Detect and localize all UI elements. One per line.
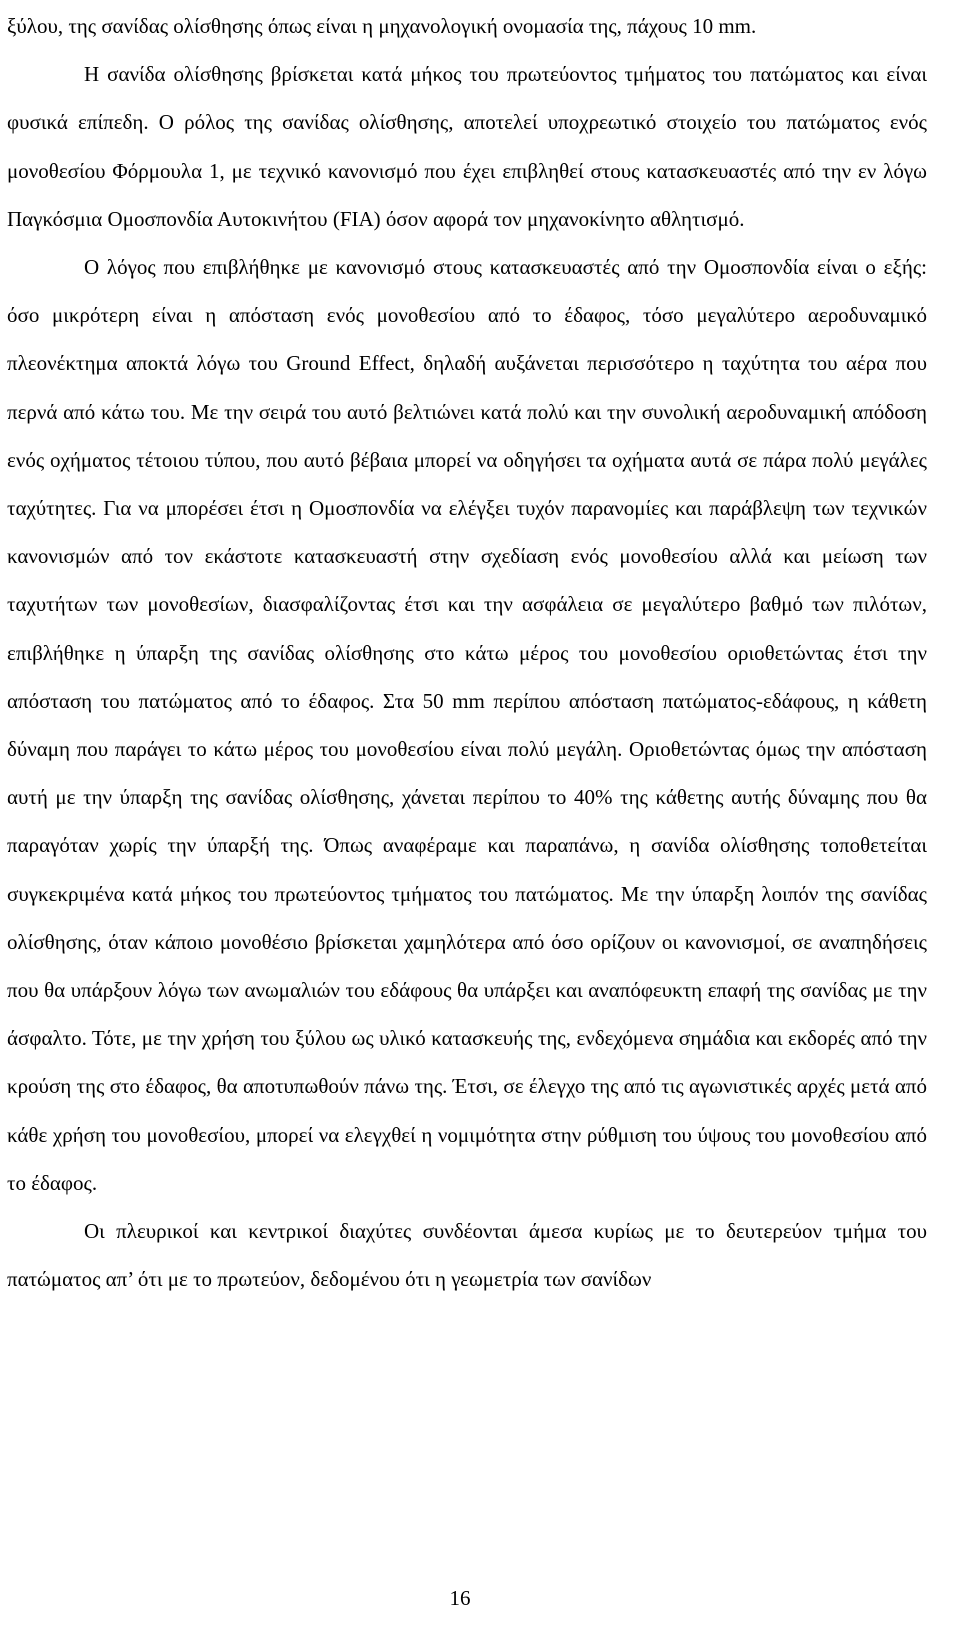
paragraph-regulation-reason: Ο λόγος που επιβλήθηκε με κανονισμό στους κατασκευαστές από την Ομοσπονδία είναι ο εξής: όσο μικρότερη είναι η απόσταση ενός μονοθεσίου από το έδαφος, τόσο μεγαλύτερο αεροδυναμικό πλεονέκτημα αποκτά λόγω του Ground Effect, δηλαδή αυξάνεται περισσότερο η ταχύτητα του αέρα που περνά από κάτω του. Με την σειρά του αυτό βελτιώνει κατά πολύ και την συνολική αεροδυναμική απόδοση ενός οχήματος τέτοιου τύπου, που αυτό βέβαια μπορεί να οδηγήσει τα οχήματα αυτά σε πάρα πολύ μεγάλες ταχύτητες. Για να μπορέσει έτσι η Ομοσπονδία να ελέγξει τυχόν παρανομίες και παράβλεψη των τεχνικών κανονισμών από τον εκάστοτε κατασκευαστή στην σχεδίαση ενός μονοθεσίου αλλά και μείωση των ταχυτήτων των μονοθεσίων, διασφαλίζοντας έτσι και την ασφάλεια σε μεγαλύτερο βαθμό των πιλότων, επιβλήθηκε η ύπαρξη της σανίδας ολίσθησης στο κάτω μέρος του μονοθεσίου οριοθετώντας έτσι την απόσταση του πατώματος από το έδαφος. Στα 50 mm περίπου απόσταση πατώματος-εδάφους, η κάθετη δύναμη που παράγει το κάτω μέρος του μονοθεσίου είναι πολύ μεγάλη. Οριοθετώντας όμως την απόσταση αυτή με την ύπαρξη της σανίδας ολίσθησης, χάνεται περίπου το 40% της κάθετης αυτής δύναμης που θα παραγόταν χωρίς την ύπαρξή της. Όπως αναφέραμε και παραπάνω, η σανίδα ολίσθησης τοποθετείται συγκεκριμένα κατά μήκος του πρωτεύοντος τμήματος του πατώματος. Με την ύπαρξη λοιπόν της σανίδας ολίσθησης, όταν κάποιο μονοθέσιο βρίσκεται χαμηλότερα από όσο ορίζουν οι κανονισμοί, σε αναπηδήσεις που θα υπάρξουν λόγω των ανωμαλιών του εδάφους θα υπάρξει και αναπόφευκτη επαφή της σανίδας με την άσφαλτο. Τότε, με την χρήση του ξύλου ως υλικό κατασκευής της, ενδεχόμενα σημάδια και εκδορές από την κρούση της στο έδαφος, θα αποτυπωθούν πάνω της. Έτσι, σε έλεγχο της από τις αγωνιστικές αρχές μετά από κάθε χρήση του μονοθεσίου, μπορεί να ελεγχθεί η νομιμότητα στην ρύθμιση του ύψους του μονοθεσίου από το έδαφος. — [7, 255, 927, 1195]
paragraph-skid-block-role: Η σανίδα ολίσθησης βρίσκεται κατά μήκος του πρωτεύοντος τμήματος του πατώματος και είναι φυσικά επίπεδη. Ο ρόλος της σανίδας ολίσθησης, αποτελεί υποχρεωτικό στοιχείο του πατώματος ενός μονοθεσίου Φόρμουλα 1, με τεχνικό κανονισμό που έχει επιβληθεί στους κατασκευαστές από την εν λόγω Παγκόσμια Ομοσπονδία Αυτοκινήτου (FIA) όσον αφορά τον μηχανοκίνητο αθλητισμό. — [7, 62, 927, 231]
paragraph-continuation: ξύλου, της σανίδας ολίσθησης όπως είναι η μηχανολογική ονομασία της, πάχους 10 mm. — [7, 14, 757, 38]
page-number: 16 — [449, 1586, 471, 1610]
paragraph-diffusers: Οι πλευρικοί και κεντρικοί διαχύτες συνδέονται άμεσα κυρίως με το δευτερεύον τμήμα του πατώματος απ’ ότι με το πρωτεύον, δεδομένου ότι η γεωμετρία των σανίδων — [7, 1219, 927, 1292]
body-text — [7, 2, 927, 1303]
